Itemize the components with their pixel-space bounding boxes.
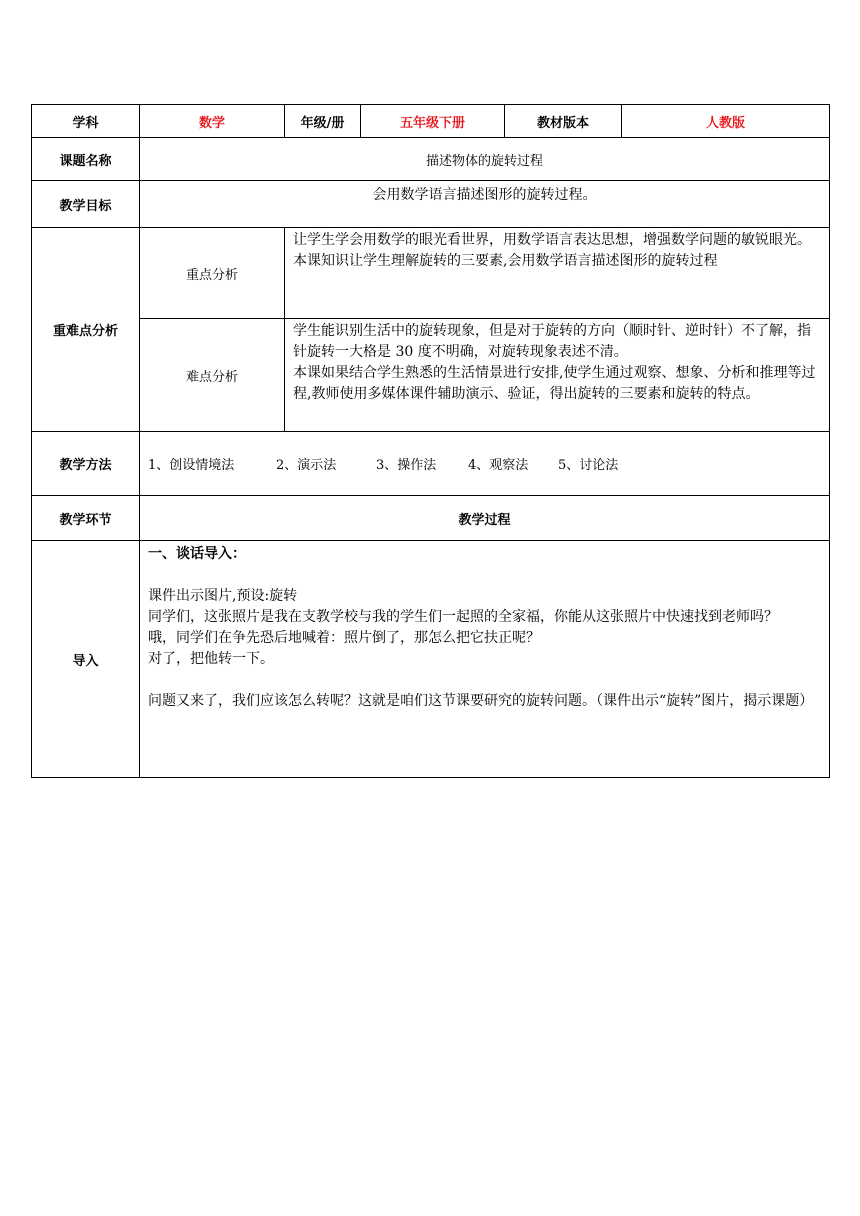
goal-row: [32, 181, 830, 228]
intro-line: 问题又来了，我们应该怎么转呢？这就是咱们这节课要研究的旋转问题。（课件出示“旋转”图片，揭示课题）: [148, 693, 814, 709]
method-item: 3、操作法: [376, 458, 437, 473]
method-item: 2、演示法: [276, 458, 337, 473]
intro-content: [140, 541, 830, 778]
grade-label: 年级/册: [285, 105, 361, 138]
process-header-value: 教学过程: [140, 496, 830, 541]
key-analysis-line: 让学生学会用数学的眼光看世界，用数学语言表达思想，增强数学问题的敏锐眼光。: [293, 232, 811, 248]
key-analysis-content: [285, 228, 830, 319]
goal-label: 教学目标: [32, 181, 140, 228]
edition-label: 教材版本: [505, 105, 622, 138]
key-analysis-label: 重点分析: [140, 228, 285, 319]
header-row: [32, 105, 830, 138]
intro-line: 哦，同学们在争先恐后地喊着：照片倒了，那怎么把它扶正呢？: [148, 630, 540, 646]
analysis-label: 重难点分析: [32, 228, 140, 432]
subject-label: 学科: [32, 105, 140, 138]
topic-row: [32, 138, 830, 181]
method-item: 4、观察法: [468, 458, 529, 473]
process-header-label: 教学环节: [32, 496, 140, 541]
process-header-row: [32, 496, 830, 541]
subject-value: 数学: [140, 105, 285, 138]
difficult-analysis-line: 学生能识别生活中的旋转现象，但是对于旋转的方向（顺时针、逆时针）不了解，指针旋转一大格是 30 度不明确，对旋转现象表述不清。: [293, 323, 811, 360]
topic-label: 课题名称: [32, 138, 140, 181]
intro-line: 课件出示图片,预设:旋转: [148, 588, 298, 604]
intro-label: 导入: [32, 541, 140, 778]
topic-value: 描述物体的旋转过程: [140, 138, 830, 181]
grade-value: 五年级下册: [361, 105, 505, 138]
goal-value: 会用数学语言描述图形的旋转过程。: [140, 181, 830, 228]
method-item: 1、创设情境法: [148, 458, 235, 473]
intro-section-title: 一、谈话导入：: [148, 546, 246, 562]
method-item: 5、讨论法: [558, 458, 619, 473]
methods-label: 教学方法: [32, 432, 140, 496]
methods-list: [140, 432, 830, 496]
edition-value: 人教版: [622, 105, 830, 138]
intro-row: [32, 541, 830, 778]
difficult-analysis-line: 本课如果结合学生熟悉的生活情景进行安排,使学生通过观察、想象、分析和推理等过程,教师使用多媒体课件辅助演示、验证，得出旋转的三要素和旋转的特点。: [293, 365, 816, 402]
key-analysis-line: 本课知识让学生理解旋转的三要素,会用数学语言描述图形的旋转过程: [293, 253, 718, 269]
intro-line: 同学们，这张照片是我在支教学校与我的学生们一起照的全家福，你能从这张照片中快速找到老师吗？: [148, 609, 778, 625]
difficult-analysis-row: [32, 319, 830, 432]
methods-row: [32, 432, 830, 496]
lesson-plan-table: [31, 104, 830, 778]
difficult-analysis-label: 难点分析: [140, 319, 285, 432]
key-analysis-row: [32, 228, 830, 319]
difficult-analysis-content: [285, 319, 830, 432]
intro-line: 对了，把他转一下。: [148, 651, 274, 667]
